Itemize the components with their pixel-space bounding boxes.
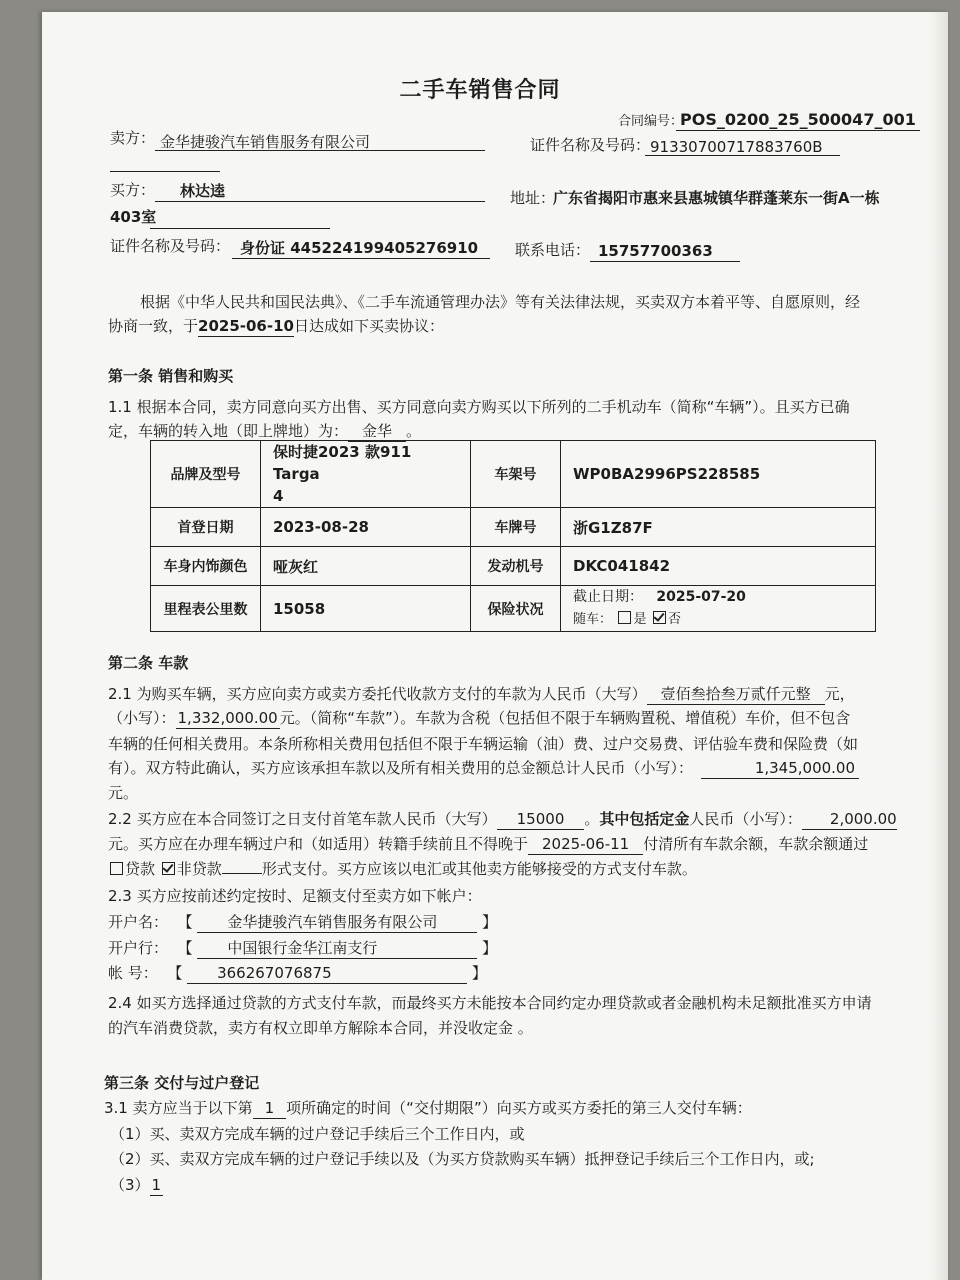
article-2-p24-b: 的汽车消费贷款，卖方有权立即单方解除本合同，并没收定金 。 [108, 1019, 533, 1037]
article-1-p1: 1.1 根据本合同，卖方同意向买方出售、买方同意向卖方购买以下所列的二手机动车（简称“车辆”）。且买方已确 [108, 398, 850, 416]
article-3-p31: 3.1 卖方应当于以下第 1 项所确定的时间（“交付期限”）向买方或买方委托的第三人交付车辆： [104, 1099, 752, 1117]
seller-name-line [155, 150, 485, 151]
article-2-p21-a: 2.1 为购买车辆，买方应向卖方或卖方委托代收款方支付的车款为人民币（大写） 壹佰叁拾叁万贰仟元整 元， [108, 685, 855, 703]
buyer-id-line [232, 258, 490, 259]
bank-name-row: 开户名： 【 金华捷骏汽车销售服务有限公司 】 [108, 913, 498, 931]
buyer-address-value: 广东省揭阳市惠来县惠城镇华群蓬莱东一街A一栋 [553, 189, 880, 207]
color-value: 哑灰红 [261, 547, 471, 586]
vehicle-row-4 [151, 586, 876, 632]
article-2-p21-e: 有）。双方特此确认，买方应该承担车款以及所有相关费用的总金额总计人民币（小写）： 1,345,000.00 [108, 758, 859, 779]
insurance-yes-checkbox[interactable] [618, 611, 631, 624]
mileage-value: 15058 [261, 586, 471, 632]
reg-date-label: 首登日期 [151, 508, 261, 547]
paper-edge [930, 12, 948, 1280]
insurance-value: 截止日期： 2025-07-20 随车： 是 否 [561, 586, 876, 632]
article-2-p21-f: 元。 [108, 784, 139, 802]
seller-label: 卖方： [110, 129, 156, 147]
seller-id-value: 91330700717883760B [650, 138, 823, 156]
color-label: 车身内饰颜色 [151, 547, 261, 586]
brand-value: 保时捷2023 款911 Targa 4 [261, 441, 471, 508]
frame-label: 车架号 [471, 441, 561, 508]
no-loan-checkbox[interactable] [162, 862, 175, 875]
buyer-name: 林达逵 [180, 182, 226, 200]
frame-value: WP0BA2996PS228585 [561, 441, 876, 508]
brand-label: 品牌及型号 [151, 441, 261, 508]
vehicle-row-1 [151, 441, 876, 508]
seller-name: 金华捷骏汽车销售服务有限公司 [160, 133, 371, 151]
article-3-heading: 第三条 交付与过户登记 [104, 1074, 260, 1092]
article-3-option-2: （2）买、卖双方完成车辆的过户登记手续以及（为买方贷款购买车辆）抵押登记手续后三个工作日内，或; [110, 1150, 815, 1168]
article-2-p22-d: 元。买方应在办理车辆过户和（如适用）转籍手续前且不得晚于 2025-06-11 付清所有车款余额，车款余额通过 [108, 835, 869, 853]
article-2-p21-d: 车辆的任何相关费用。本条所称相关费用包括但不限于车辆运输（油）费、过户交易费、评估验车费和保险费（如 [108, 735, 859, 753]
article-1-p2: 定，车辆的转入地（即上牌地）为： 金华 。 [108, 422, 422, 440]
contract-title: 二手车销售合同 [399, 78, 561, 103]
insurance-label: 保险状况 [471, 586, 561, 632]
article-2-p22-a: 2.2 买方应在本合同签订之日支付首笔车款人民币（大写） 15000 。其中包括定金人民币（小写）： 2,000.00 [108, 810, 897, 828]
buyer-phone-value: 15757700363 [598, 242, 713, 260]
article-2-p24-a: 2.4 如买方选择通过贷款的方式支付车款，而最终买方未能按本合同约定办理贷款或者金融机构未足额批准买方申请 [108, 994, 872, 1012]
account-row: 帐 号： 【 366267076875 】 [108, 964, 487, 982]
buyer-id-label: 证件名称及号码： [110, 237, 231, 255]
buyer-label: 买方： [110, 181, 156, 199]
article-3-option-1: （1）买、卖双方完成车辆的过户登记手续后三个工作日内，或 [110, 1125, 525, 1143]
contract-no-label: 合同编号： [618, 114, 684, 129]
mileage-label: 里程表公里数 [151, 586, 261, 632]
article-2-heading: 第二条 车款 [108, 654, 189, 672]
reg-date-value: 2023-08-28 [261, 508, 471, 547]
engine-value: DKC041842 [561, 547, 876, 586]
article-3-option-3: （3） 1 [110, 1176, 162, 1194]
article-2-p21-c: （小写）： 1,332,000.00 元。（简称“车款”）。车款为含税（包括但不限于车辆购置税、增值税）车价，但不包含 [108, 709, 851, 727]
buyer-phone-label: 联系电话： [515, 241, 591, 259]
vehicle-table [150, 440, 876, 632]
engine-label: 发动机号 [471, 547, 561, 586]
vehicle-row-2 [151, 508, 876, 547]
buyer-name-line [155, 201, 485, 202]
buyer-address-line [150, 228, 330, 229]
insurance-no-checkbox[interactable] [653, 611, 666, 624]
buyer-id-value: 身份证 445224199405276910 [240, 239, 479, 257]
seller-name-line-2 [110, 171, 220, 172]
buyer-phone-line [590, 261, 740, 262]
article-2-p22-f: 贷款 非贷款 形式支付。买方应该以电汇或其他卖方能够接受的方式支付车款。 [108, 859, 697, 879]
bank-branch-row: 开户行： 【 中国银行金华江南支行 】 [108, 939, 498, 957]
contract-no-value: POS_0200_25_500047_001 [676, 110, 920, 131]
seller-id-label: 证件名称及号码： [530, 136, 651, 154]
plate-value: 浙G1Z87F [561, 508, 876, 547]
article-2-p23: 2.3 买方应按前述约定按时、足额支付至卖方如下帐户： [108, 887, 482, 905]
seller-id-line [645, 155, 840, 156]
buyer-address-label: 地址： [510, 189, 556, 207]
plate-label: 车牌号 [471, 508, 561, 547]
preamble-line-2: 协商一致，于2025-06-10日达成如下买卖协议： [108, 317, 444, 335]
preamble-line-1: 根据《中华人民共和国民法典》、《二手车流通管理办法》等有关法律法规，买卖双方本着平等、自愿原则，经 [140, 293, 861, 311]
loan-checkbox[interactable] [110, 862, 123, 875]
buyer-address-cont: 403室 [110, 208, 157, 226]
vehicle-row-3 [151, 547, 876, 586]
article-1-heading: 第一条 销售和购买 [108, 367, 234, 385]
